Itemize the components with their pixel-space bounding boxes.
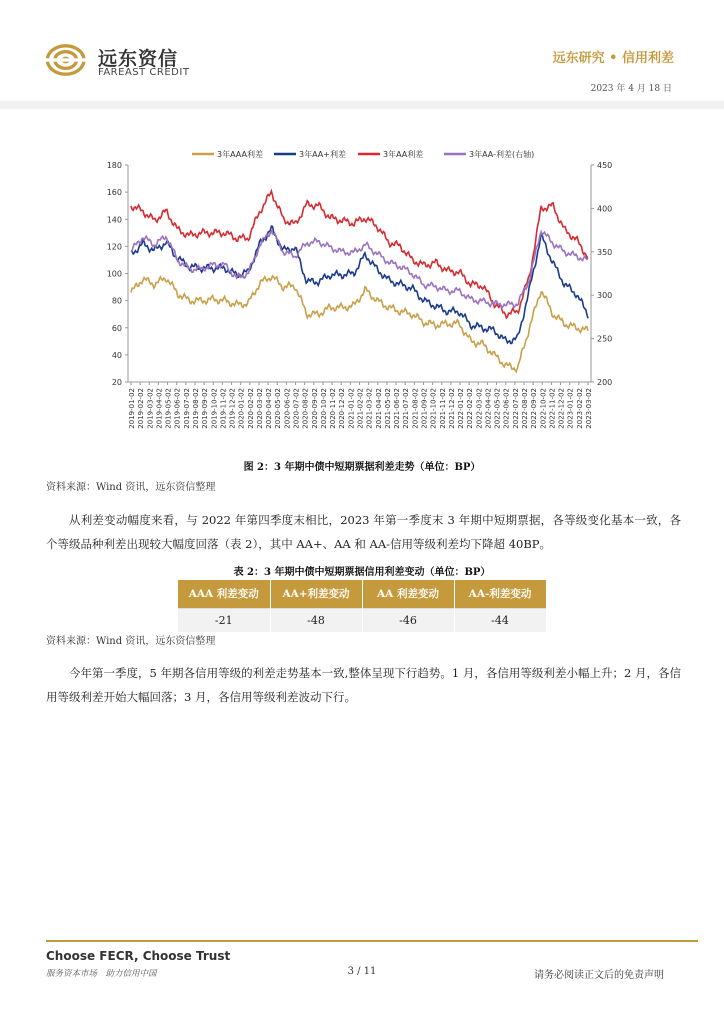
y-tick-label-right: 300	[597, 291, 613, 301]
logo-text-cn: 远东资信	[98, 48, 179, 70]
logo-text-en: FAREAST CREDIT	[98, 67, 190, 78]
y-tick-label-right: 350	[597, 247, 613, 257]
fareast-logo-icon	[44, 40, 94, 80]
y-tick-label-right: 400	[597, 204, 613, 214]
figure-caption: 图 2：3 年期中债中短期票据利差走势（单位：BP）	[243, 462, 481, 473]
x-tick-label: 2020-03-02	[255, 388, 264, 429]
x-tick-label: 2021-10-02	[429, 388, 438, 429]
y-tick-label-left: 100	[106, 269, 122, 279]
x-tick-label: 2022-04-02	[484, 388, 493, 429]
x-tick-label: 2021-06-02	[393, 388, 402, 429]
y-tick-label-left: 140	[106, 215, 122, 225]
x-tick-label: 2019-11-02	[219, 388, 228, 429]
x-tick-label: 2022-03-02	[475, 388, 484, 429]
x-tick-label: 2020-10-02	[319, 388, 328, 429]
value-aa-plus: -48	[270, 608, 362, 632]
x-tick-label: 2019-05-02	[164, 388, 173, 429]
x-tick-label: 2021-02-02	[356, 388, 365, 429]
x-tick-label: 2022-02-02	[466, 388, 475, 429]
x-tick-label: 2021-01-02	[347, 388, 356, 429]
value-aa: -46	[362, 608, 454, 632]
header-divider	[0, 101, 724, 109]
x-tick-label: 2019-02-02	[137, 388, 146, 429]
x-tick-label: 2021-11-02	[438, 388, 447, 429]
x-tick-label: 2021-07-02	[402, 388, 411, 429]
x-tick-label: 2020-12-02	[338, 388, 347, 429]
x-tick-label: 2022-05-02	[493, 388, 502, 429]
x-tick-label: 2019-10-02	[210, 388, 219, 429]
paragraph-2: 今年第一季度，5 年期各信用等级的利差走势基本一致,整体呈现下行趋势。1 月，各信用等级利差小幅上升；2 月，各信用等级利差开始大幅回落；3 月，各信用等级利差波动下行。	[46, 666, 681, 704]
report-date: 2023 年 4 月 18 日	[590, 84, 672, 94]
value-aaa: -21	[178, 608, 270, 632]
table-caption: 表 2：3 年期中债中短期票据信用利差变动（单位：BP）	[233, 567, 491, 578]
legend-label: 3年AA+利差	[299, 150, 346, 159]
page-header	[0, 0, 724, 110]
y-tick-label-left: 160	[106, 188, 122, 198]
x-tick-label: 2021-08-02	[411, 388, 420, 429]
spread-chart	[92, 140, 627, 445]
y-tick-label-left: 120	[106, 242, 122, 252]
y-tick-label-left: 60	[111, 323, 122, 333]
x-tick-label: 2020-08-02	[301, 388, 310, 429]
header-aa: AA 利差变动	[362, 580, 454, 608]
page-number: 3 / 11	[347, 966, 377, 977]
x-tick-label: 2020-01-02	[237, 388, 246, 429]
x-tick-label: 2023-01-02	[566, 387, 575, 429]
x-tick-label: 2022-10-02	[539, 388, 548, 429]
y-tick-label-right: 250	[597, 334, 613, 344]
spread-change-table	[178, 580, 547, 632]
x-tick-label: 2019-04-02	[155, 388, 164, 429]
header-aa-plus: AA+利差变动	[270, 580, 362, 608]
x-tick-label: 2022-06-02	[502, 388, 511, 429]
x-tick-label: 2021-12-02	[447, 388, 456, 429]
y-tick-label-left: 80	[111, 296, 122, 306]
x-tick-label: 2021-03-02	[365, 388, 374, 429]
legend-label: 3年AAA利差	[217, 150, 263, 159]
footer-divider	[46, 940, 698, 942]
x-tick-label: 2019-08-02	[191, 388, 200, 429]
x-tick-label: 2020-09-02	[310, 388, 319, 429]
y-tick-label-left: 40	[111, 350, 122, 360]
x-tick-label: 2019-01-02	[128, 388, 136, 429]
figure-source: 资料来源：Wind 资讯，远东资信整理	[46, 482, 216, 493]
footer-slogan-sub: 服务资本市场 助力信用中国	[46, 969, 157, 979]
x-tick-label: 2020-02-02	[246, 388, 255, 429]
x-tick-label: 2019-07-02	[182, 388, 191, 429]
x-tick-label: 2021-05-02	[383, 388, 392, 429]
table-header-row	[178, 580, 546, 608]
y-tick-label-left: 180	[106, 161, 122, 170]
footer-slogan: Choose FECR, Choose Trust	[46, 949, 231, 963]
table-row	[178, 608, 546, 632]
value-aa-minus: -44	[454, 608, 546, 632]
y-tick-label-right: 450	[597, 161, 613, 170]
x-tick-label: 2020-06-02	[283, 388, 292, 429]
x-tick-label: 2022-12-02	[557, 387, 566, 429]
x-tick-label: 2019-09-02	[201, 388, 210, 429]
x-tick-label: 2020-07-02	[292, 388, 301, 429]
legend-label: 3年AA-利差(右轴)	[469, 150, 535, 159]
spread-chart-svg	[92, 140, 627, 445]
x-tick-label: 2022-08-02	[521, 388, 530, 429]
header-aaa: AAA 利差变动	[178, 580, 270, 608]
x-tick-label: 2022-07-02	[511, 388, 520, 429]
x-tick-label: 2022-01-02	[457, 388, 466, 429]
y-tick-label-right: 200	[597, 378, 613, 387]
section-title: 远东研究 • 信用利差	[552, 51, 674, 66]
x-tick-label: 2019-06-02	[173, 388, 182, 429]
x-tick-label: 2020-04-02	[265, 388, 274, 429]
x-tick-label: 2021-09-02	[420, 388, 429, 429]
header-aa-minus: AA-利差变动	[454, 580, 546, 608]
x-tick-label: 2023-02-02	[575, 388, 584, 429]
x-tick-label: 2023-03-02	[585, 388, 593, 429]
x-tick-label: 2020-05-02	[274, 388, 283, 429]
x-tick-label: 2019-12-02	[228, 388, 237, 429]
series-line-0	[131, 276, 588, 372]
series-line-1	[131, 226, 588, 343]
x-tick-label: 2019-03-02	[146, 388, 155, 429]
legend-label: 3年AA利差	[383, 150, 424, 159]
x-tick-label: 2022-09-02	[530, 388, 539, 429]
x-tick-label: 2020-11-02	[329, 388, 338, 429]
x-tick-label: 2022-11-02	[548, 388, 557, 429]
table-source: 资料来源：Wind 资讯，远东资信整理	[46, 636, 216, 647]
y-tick-label-left: 20	[111, 378, 122, 387]
footer-disclaimer: 请务必阅读正文后的免责声明	[534, 970, 664, 981]
x-tick-label: 2021-04-02	[374, 388, 383, 429]
paragraph-1: 从利差变动幅度来看，与 2022 年第四季度末相比，2023 年第一季度末 3 年期中短期票据，各等级变化基本一致，各个等级品种利差出现较大幅度回落（表 2），其中 AA+、AA 和 AA-信用等级利差均下降超 40BP。	[46, 513, 681, 551]
